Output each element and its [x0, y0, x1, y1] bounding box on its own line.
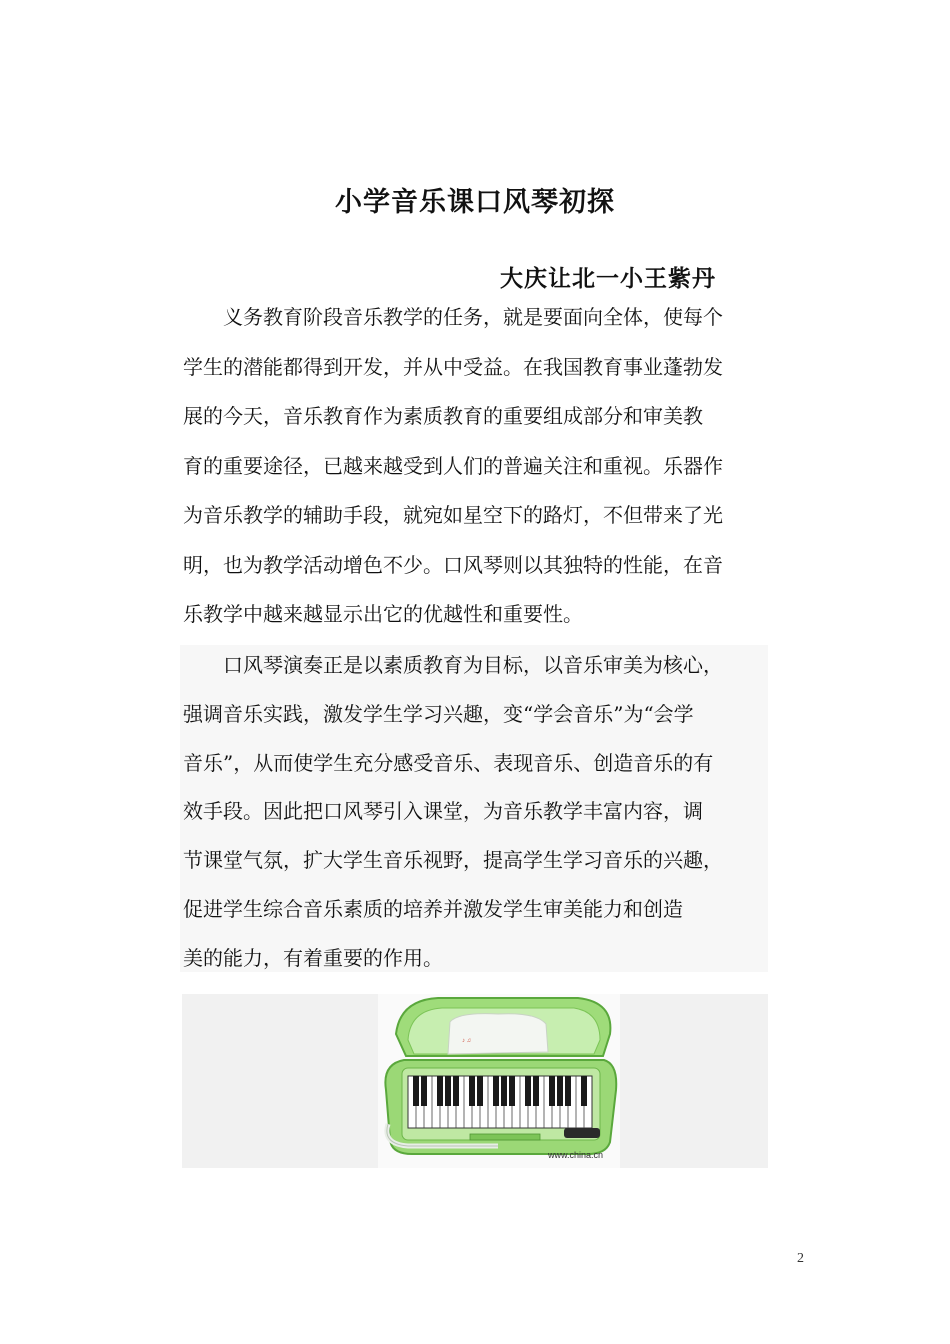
paragraph-line: 为音乐教学的辅助手段，就宛如星空下的路灯，不但带来了光	[183, 503, 723, 527]
author-line: 大庆让北一小王紫丹	[500, 266, 716, 292]
paragraph-line: 节课堂气氛，扩大学生音乐视野，提高学生学习音乐的兴趣，	[183, 848, 723, 872]
paragraph-line: 明，也为教学活动增色不少。口风琴则以其独特的性能，在音	[183, 553, 723, 577]
paragraph-line: 强调音乐实践，激发学生学习兴趣，变“学会音乐”为“会学	[183, 702, 694, 726]
paragraph-line: 促进学生综合音乐素质的培养并激发学生审美能力和创造	[183, 897, 683, 921]
paragraph-line: 音乐”，从而使学生充分感受音乐、表现音乐、创造音乐的有	[183, 751, 714, 775]
paragraph-line: 学生的潜能都得到开发，并从中受益。在我国教育事业蓬勃发	[183, 355, 723, 379]
paragraph-line: 效手段。因此把口风琴引入课堂，为音乐教学丰富内容，调	[183, 799, 703, 823]
melodica-icon	[378, 994, 620, 1168]
paragraph-line: 义务教育阶段音乐教学的任务，就是要面向全体，使每个	[183, 305, 723, 329]
paragraph-line: 美的能力，有着重要的作用。	[183, 946, 443, 970]
svg-text:♪ ♫: ♪ ♫	[462, 1038, 472, 1044]
paragraph-line: 育的重要途径，已越来越受到人们的普遍关注和重视。乐器作	[183, 454, 723, 478]
page-number: 2	[797, 1251, 804, 1266]
paragraph-line: 展的今天，音乐教育作为素质教育的重要组成部分和审美教	[183, 404, 703, 428]
image-watermark: www.china.cn	[548, 1150, 604, 1160]
paragraph-line: 乐教学中越来越显示出它的优越性和重要性。	[183, 602, 583, 626]
document-title: 小学音乐课口风琴初探	[335, 187, 615, 218]
melodica-image	[378, 994, 620, 1168]
paragraph-line: 口风琴演奏正是以素质教育为目标，以音乐审美为核心，	[183, 653, 723, 677]
